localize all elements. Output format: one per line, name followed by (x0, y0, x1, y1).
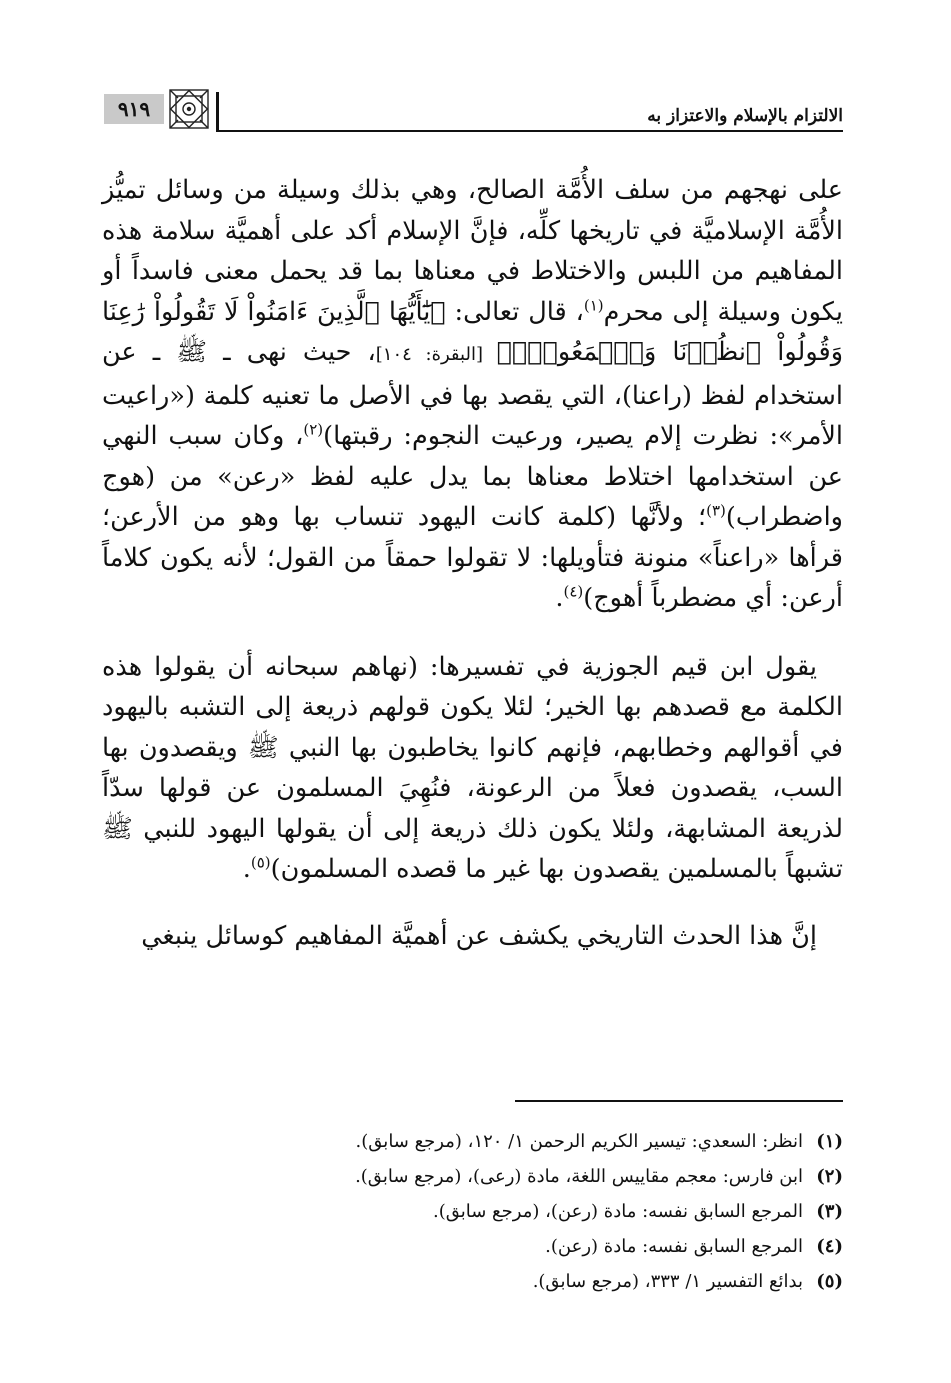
footnote-number: (١) (816, 1131, 843, 1152)
running-title: الالتزام بالإسلام والاعتزاز به (647, 106, 843, 126)
footnote-number: (٥) (816, 1271, 843, 1292)
paragraph-2 (102, 647, 843, 890)
page-header (104, 88, 843, 132)
footnote-number: (٣) (816, 1201, 843, 1222)
footnote-separator (515, 1100, 843, 1102)
p1-text-2: ، قال تعالى: (445, 296, 584, 327)
p1-text-1: على نهجهم من سلف الأُمَّة الصالح، وهي بذلك وسيلة من وسائل تميُّز الأُمَّة الإسلاميَّة في تاريخها كلِّه، فإنَّ الإسلام أكد على أهميَّة سلامة هذه المفاهيم من اللبس والاختلاط في معناها بما قد يحمل معنى فاسداً أو يكون وسيلة إلى محرم (102, 175, 843, 327)
main-text (102, 170, 843, 956)
p1-text-5: ؛ ولأنَّها (كلمة كانت اليهود تنساب بها وهو من الأرعن؛ قرأها «راعناً» منونة فتأويلها: لا تقولوا حمقاً من القول؛ لأنه يكون كلاماً أرعن: أي مضطرباً أهوج) (102, 502, 843, 613)
header-divider (216, 92, 219, 132)
footnote-item (102, 1264, 843, 1299)
footnote-item (102, 1124, 843, 1159)
paragraph-3 (102, 916, 843, 957)
p1-text-6: . (555, 583, 564, 613)
footnote-ref-5: (٥) (250, 853, 271, 872)
footnote-item (102, 1229, 843, 1264)
footnote-ref-2: (٢) (303, 420, 324, 439)
footnote-text: ابن فارس: معجم مقاييس اللغة، مادة (رعى)، (مرجع سابق). (355, 1166, 803, 1187)
islamic-star-ornament-icon (168, 88, 210, 130)
quran-verse: ﴿يَٰٓأَيُّهَا ٱلَّذِينَ ءَامَنُواْ لَا تَقُولُواْ رَٰعِنَا وَقُولُواْ ٱنظُرۡنَا وَٱسۡمَعُواْۗ﴾ (102, 296, 844, 367)
p1-text-4: ، وكان سبب النهي عن استخدامها اختلاط معناها بما يدل عليه لفظ «رعن» من (هوج واضطراب) (102, 421, 843, 532)
footnote-text: المرجع السابق نفسه: مادة (رعن)، (مرجع سابق). (433, 1201, 803, 1222)
footnote-text: المرجع السابق نفسه: مادة (رعن). (545, 1236, 803, 1257)
p2-text-2: . (242, 854, 251, 884)
footnote-number: (٤) (816, 1236, 843, 1257)
footnote-text: بدائع التفسير ١/ ٣٣٣، (مرجع سابق). (532, 1271, 803, 1292)
page-number: ٩١٩ (104, 94, 164, 124)
footnotes (102, 1124, 843, 1299)
p3-text-1: إنَّ هذا الحدث التاريخي يكشف عن أهميَّة المفاهيم كوسائل ينبغي (141, 920, 817, 951)
footnote-text: انظر: السعدي: تيسير الكريم الرحمن ١/ ١٢٠، (مرجع سابق). (355, 1131, 803, 1152)
footnote-ref-1: (١) (583, 296, 604, 314)
p1-text-3: ، حيث نهى ـ ﷺ ـ عن استخدام لفظ (راعنا)، التي يقصد بها في الأصل ما تعنيه كلمة («راعيت الأمر»: نظرت إلام يصير، ورعيت النجوم: رقبتها) (102, 337, 843, 451)
header-rule (216, 130, 843, 132)
footnote-item (102, 1194, 843, 1229)
p2-text-1: يقول ابن قيم الجوزية في تفسيرها: (نهاهم سبحانه أن يقولوا هذه الكلمة مع قصدهم بها الخير؛ لئلا يكون قولهم ذريعة إلى التشبه باليهود في أقوالهم وخطابهم، فإنهم كانوا يخاطبون بها النبي ﷺ ويقصدون بها السب، يقصدون فعلاً من الرعونة، فنُهِيَ المسلمون عن قولها سدّاً لذريعة المشابهة، ولئلا يكون ذلك ذريعة إلى أن يقولها اليهود للنبي ﷺ تشبهاً بالمسلمين يقصدون بها غير ما قصده المسلمون) (102, 651, 843, 884)
quran-reference: [البقرة: ١٠٤] (375, 344, 497, 365)
footnote-ref-4: (٤) (563, 582, 584, 601)
footnote-ref-3: (٣) (706, 501, 726, 520)
paragraph-1 (102, 170, 843, 619)
footnote-item (102, 1159, 843, 1194)
footnote-number: (٢) (816, 1166, 843, 1187)
